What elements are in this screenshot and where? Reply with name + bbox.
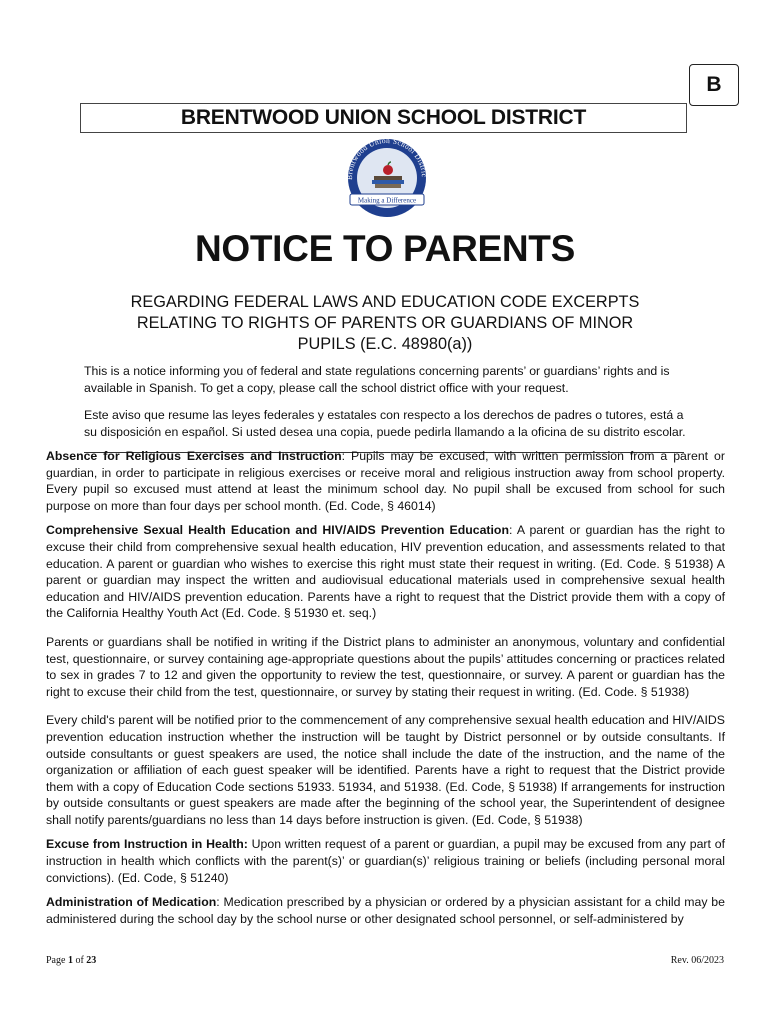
subtitle-line-1: REGARDING FEDERAL LAWS AND EDUCATION CODE EXCERPTS: [130, 293, 640, 311]
logo-ring-text: Brentwood Union School Distric: [344, 138, 430, 180]
revision-date: Rev. 06/2023: [670, 955, 724, 966]
page-title: NOTICE TO PARENTS: [194, 228, 575, 269]
section-health-text: Upon written request of a parent or guardian, a pupil may be excused from any part of instruction in health which conflicts with the parent(s)’ or guardian(s)’ religious training or beliefs (including personal moral convictions). (Ed. Code, § 51240): [46, 837, 725, 885]
district-seal-icon: [338, 138, 436, 218]
logo-tagline: Making a Difference: [357, 196, 417, 205]
notice-english: This is a notice informing you of federal and state regulations concerning parents’ or guardians’ rights and is available in Spanish. To get a copy, please call the school district office with your request.: [84, 364, 670, 395]
document-body: [46, 448, 725, 935]
page-prefix: Page: [46, 955, 68, 966]
page-subtitle: [90, 292, 680, 355]
district-logo: [338, 138, 436, 218]
section-badge: B: [689, 64, 739, 106]
section-religious-heading: Absence for Religious Exercises and Instruction: [46, 449, 342, 463]
section-medication-text: : Medication prescribed by a physician or ordered by a physician assistant for a child may be administered during the school day by the school nurse or other designated school personnel, or self-administered by: [46, 895, 725, 926]
paragraph-every-child: Every child's parent will be notified prior to the commencement of any comprehensive sexual health education and HIV/AIDS prevention education instruction whether the instruction will be taught by District personnel or by outside consultants. If outside consultants or guest speakers are used, the notice shall include the date of the instruction, and the name of the organization or affiliation of each guest speaker will be identified. Parents have a right to request that the District provide them with a copy of Education Code sections 51933. 51934, and 51938. (Ed. Code, § 51938) If arrangements for instruction by outside consultants or guest speakers are made after the beginning of the school year, the Superintendent of designee shall notify parents/guardians no less than 14 days before instruction is given. (Ed. Code, § 51938): [46, 713, 725, 827]
paragraph-notified: Parents or guardians shall be notified in writing if the District plans to administer an anonymous, voluntary and confidential test, questionnaire, or survey containing age-appropriate questions about the pupils’ attitudes concerning or practices related to sex in grades 7 to 12 and given the opportunity to review the test, questionnaire, or survey. A parent or guardian has the right to excuse their child from the test, questionnaire, or survey by stating their request in writing. (Ed. Code. § 51938): [46, 634, 725, 699]
section-sexual-health-text: : A parent or guardian has the right to excuse their child from comprehensive sexual health education, HIV prevention education, and assessments related to that education. A parent or guardian who wishes to exercise this right must state their request in writing. (Ed. Code. § 51938) A parent or guardian may inspect the written and audiovisual educational materials used in comprehensive sexual health education and HIV/AIDS prevention education. Parents have a right to request that the District provide them with a copy of the California Healthy Youth Act (Ed. Code. § 51930 et. seq.): [46, 523, 725, 621]
section-religious-text: : Pupils may be excused, with written permission from a parent or guardian, in order to participate in religious exercises or receive moral and religious instruction away from school property. Every pupil so excused must attend at least the minimum school day. No pupil shall be excused from school for such purpose on more than four days per school month. (Ed. Code, § 46014): [46, 449, 725, 513]
section-medication: [46, 894, 725, 927]
section-health-heading: Excuse from Instruction in Health:: [46, 837, 248, 852]
section-medication-heading: Administration of Medication: [46, 895, 217, 910]
page-of: of: [72, 955, 87, 966]
district-name-header: BRENTWOOD UNION SCHOOL DISTRICT: [80, 103, 687, 133]
subtitle-line-3: PUPILS (E.C. 48980(a)): [297, 335, 473, 353]
page-current: 1: [67, 955, 73, 966]
page-total: 23: [86, 955, 97, 966]
page-number: [46, 955, 96, 966]
subtitle-line-2: RELATING TO RIGHTS OF PARENTS OR GUARDIANS OF MINOR: [136, 314, 634, 332]
section-health: [46, 836, 725, 886]
section-religious: [46, 448, 725, 514]
language-notice: [84, 363, 688, 451]
section-sexual-health: [46, 522, 725, 622]
notice-spanish: Este aviso que resume las leyes federales y estatales con respecto a los derechos de padres o tutores, está a su disposición en español. Si usted desea una copia, puede pedirla llamando a la oficina de su distrito escolar.: [84, 408, 686, 439]
section-sexual-health-heading: Comprehensive Sexual Health Education and HIV/AIDS Prevention Education: [46, 523, 509, 538]
